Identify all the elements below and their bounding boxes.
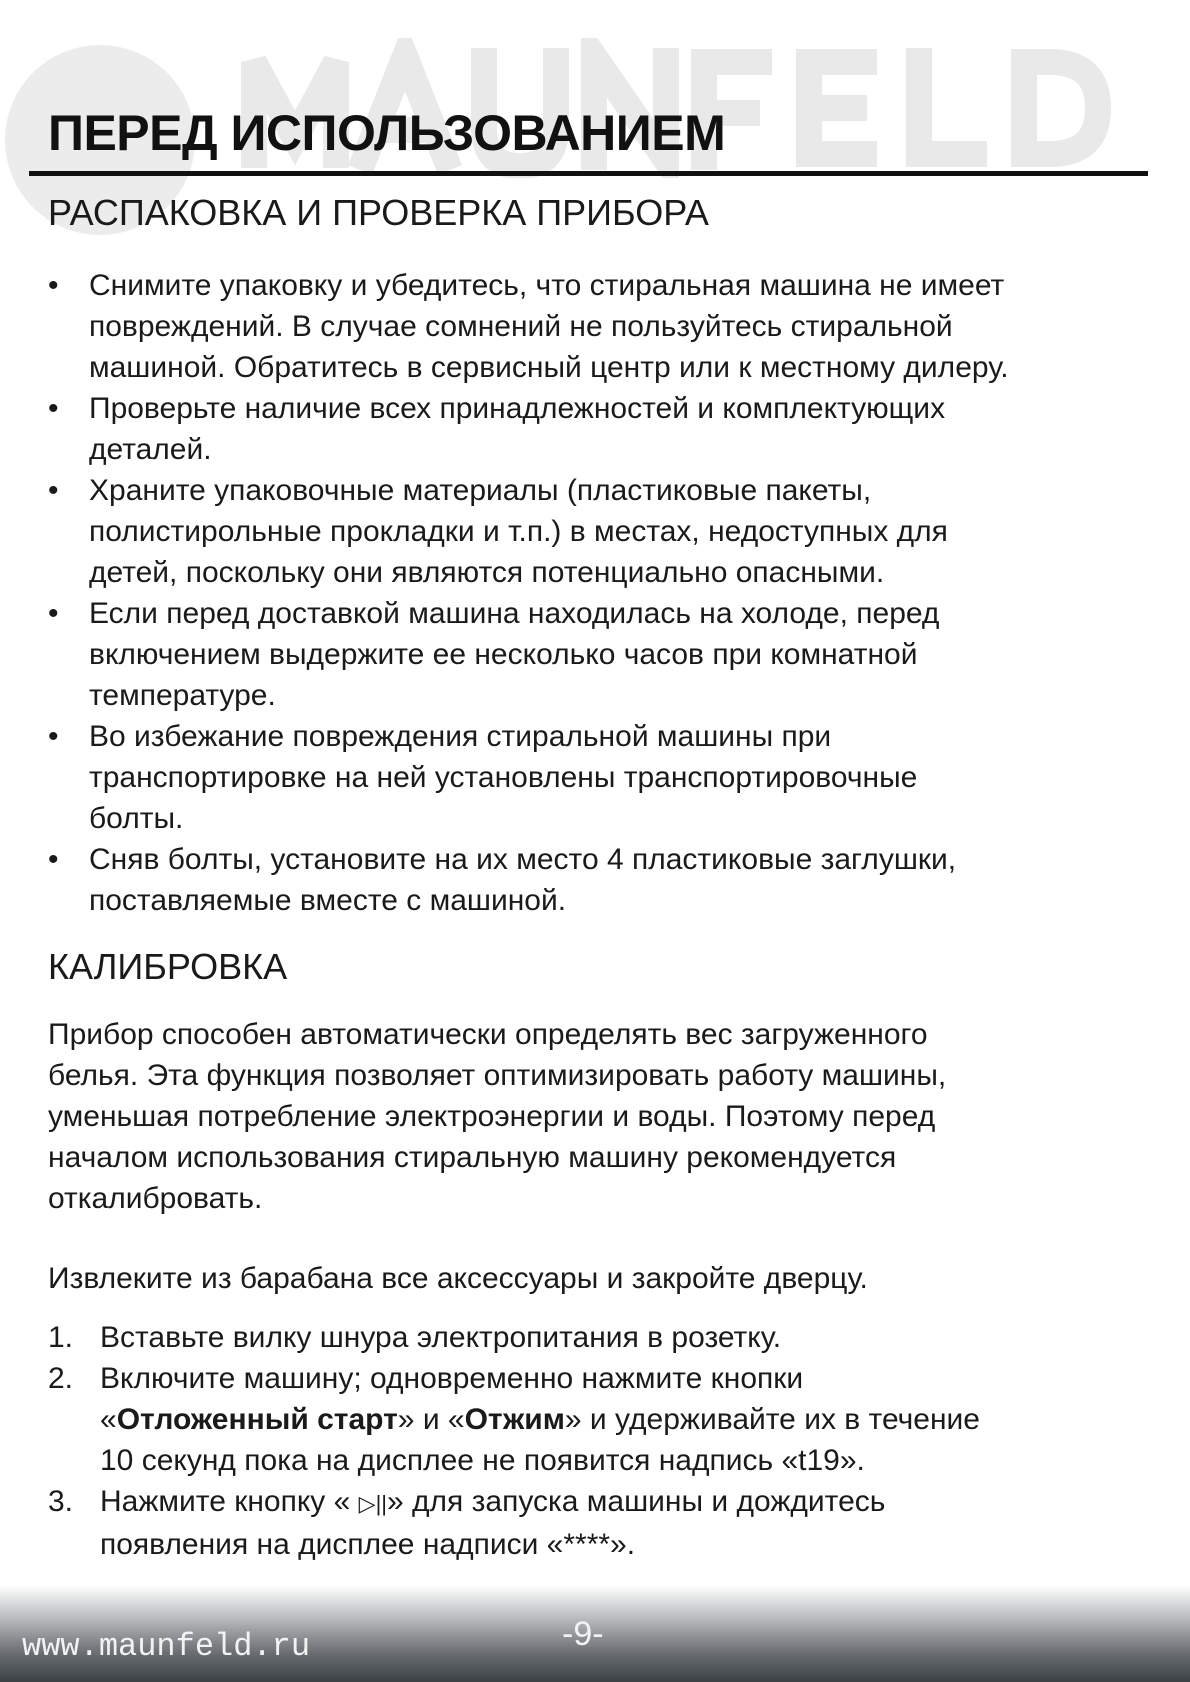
bullet-line: • Во избежание повреждения стиральной машины при [89,720,832,753]
unpacking-list [48,265,1009,921]
bullet-item [48,839,1009,921]
step-text-part: » для запуска машины и дождитесь [387,1485,886,1518]
button-name-delay-start: Отложенный старт [116,1403,398,1436]
bullet-line: деталей. [89,433,212,466]
section-heading-calibration: КАЛИБРОВКА [48,946,288,987]
calibration-paragraph [48,1014,946,1219]
paragraph-line: началом использования стиральную машину рекомендуется [48,1141,897,1174]
step-item [48,1481,980,1565]
step-text: появления на дисплее надписи «****». [100,1528,636,1561]
section-heading-unpacking: РАСПАКОВКА И ПРОВЕРКА ПРИБОРА [48,192,709,233]
bullet-line: машиной. Обратитесь в сервисный центр или к местному дилеру. [89,351,1009,384]
bullet-item [48,388,1009,470]
bullet-line: полистирольные прокладки и т.п.) в местах, недоступных для [89,515,948,548]
page-title: ПЕРЕД ИСПОЛЬЗОВАНИЕМ [48,105,726,161]
step-number: 1. [48,1321,74,1354]
bullet-item [48,470,1009,593]
calibration-instruction: Извлеките из барабана все аксессуары и закройте дверцу. [48,1262,868,1295]
bullet-line: болты. [89,802,184,835]
step-text [100,1399,980,1440]
paragraph-line: откалибровать. [48,1182,263,1215]
bullet-line: • Снимите упаковку и убедитесь, что стиральная машина не имеет [89,269,1005,302]
step-item [48,1317,980,1358]
bullet-line: • Храните упаковочные материалы (пластиковые пакеты, [89,474,872,507]
calibration-steps [48,1317,980,1565]
bullet-line: транспортировке на ней установлены транспортировочные [89,761,918,794]
step-text-part: Нажмите кнопку « [100,1485,359,1518]
bullet-line: температуре. [89,679,276,712]
bullet-line: включением выдержите ее несколько часов при комнатной [89,638,918,671]
bullet-item [48,265,1009,388]
paragraph-line: уменьшая потребление электроэнергии и воды. Поэтому перед [48,1100,936,1133]
step-text-part: » и удерживайте их в течение [564,1403,980,1436]
bullet-item [48,593,1009,716]
step-text [100,1481,980,1524]
bullet-line: поставляемые вместе с машиной. [89,884,567,917]
paragraph-line: белья. Эта функция позволяет оптимизировать работу машины, [48,1059,947,1092]
step-number: 3. [48,1485,74,1518]
quote: « [100,1403,117,1436]
title-divider [29,171,1148,176]
step-text: 10 секунд пока на дисплее не появится надпись «t19». [100,1444,865,1477]
website-link[interactable]: www.maunfeld.ru [22,1628,311,1665]
bullet-item [48,716,1009,839]
step-number: 2. [48,1362,74,1395]
paragraph-line: Прибор способен автоматически определять вес загруженного [48,1018,928,1051]
bullet-line: детей, поскольку они являются потенциально опасными. [89,556,885,589]
step-text: Включите машину; одновременно нажмите кнопки [100,1362,804,1395]
button-name-spin: Отжим [464,1403,565,1436]
step-text: Вставьте вилку шнура электропитания в розетку. [100,1321,782,1354]
bullet-line: • Сняв болты, установите на их место 4 пластиковые заглушки, [89,843,957,876]
bullet-line: повреждений. В случае сомнений не пользуйтесь стиральной [89,310,953,343]
bullet-line: • Проверьте наличие всех принадлежностей и комплектующих [89,392,946,425]
page-number: -9- [562,1615,604,1653]
bullet-line: • Если перед доставкой машина находилась на холоде, перед [89,597,940,630]
quote: » и « [397,1403,465,1436]
step-item [48,1358,980,1481]
play-pause-icon: ▷|| [358,1491,388,1516]
